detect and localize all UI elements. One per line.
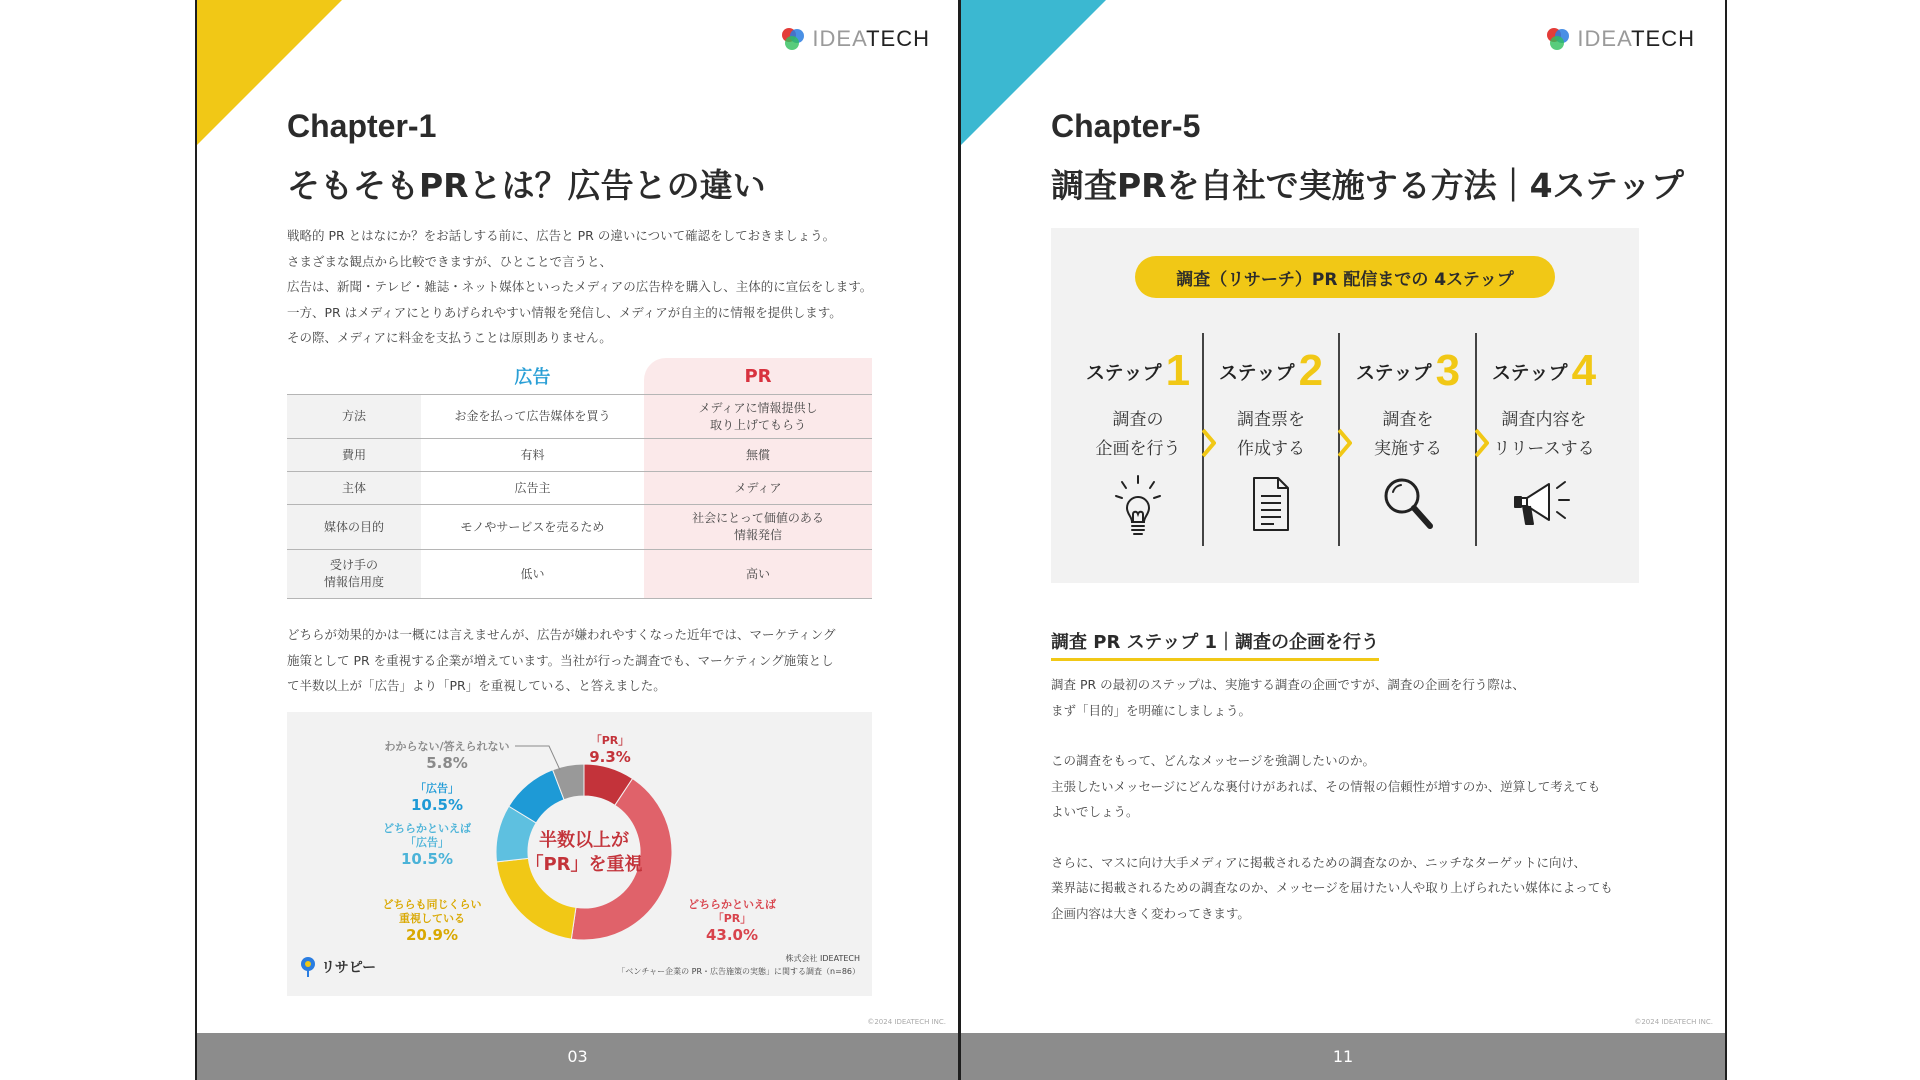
slice-value-label: 20.9% xyxy=(405,926,459,944)
para-line: 企画内容は大きく変わってきます。 xyxy=(1051,905,1250,921)
ad-cell: 低い xyxy=(520,566,545,581)
para-line: 調査 PR の最初のステップは、実施する調査の企画ですが、調査の企画を行う際は、 xyxy=(1051,677,1525,692)
chart-center-text: 「PR」を重視 xyxy=(525,854,643,875)
chart-center-text: 半数以上が xyxy=(539,830,629,851)
ad-cell: 有料 xyxy=(520,447,545,462)
step-desc xyxy=(1073,406,1203,464)
copyright: ©2024 IDEATECH INC. xyxy=(1634,1018,1713,1026)
header-ad: 広告 xyxy=(514,367,551,388)
para-line: 業界誌に掲載されるための調査なのか、メッセージを届けたい人や取り上げられたい媒体によっても xyxy=(1051,880,1613,895)
chapter-label: Chapter-1 xyxy=(287,108,437,144)
step-desc-line: 調査の xyxy=(1112,410,1164,430)
source-line: 「ベンチャー企業の PR・広告施策の実態」に関する調査（n=86） xyxy=(617,967,860,976)
step-desc-line: リリースする xyxy=(1493,439,1595,459)
logo-text-light: IDEA xyxy=(812,26,867,51)
table-row xyxy=(287,549,872,599)
slice-label: 「広告」 xyxy=(415,782,459,795)
table-row xyxy=(287,504,872,549)
row-label: 方法 xyxy=(287,395,421,438)
chapter-label: Chapter-5 xyxy=(1051,108,1201,144)
ad-cell: 広告主 xyxy=(514,480,551,495)
intro-text xyxy=(287,223,887,351)
slice-label: どちらも同じくらい重視している xyxy=(382,898,482,925)
pr-cell: 高い xyxy=(644,550,872,598)
survey-chart xyxy=(287,712,872,996)
step-desc-line: 調査を xyxy=(1382,410,1434,430)
slice-value-label: 9.3% xyxy=(589,748,631,766)
chart-source xyxy=(617,952,860,978)
page-left xyxy=(195,0,960,1080)
pr-cell: メディアに情報提供し 取り上げてもらう xyxy=(644,395,872,438)
slice-value-label: 10.5% xyxy=(400,850,454,868)
row-label: 費用 xyxy=(287,439,421,471)
slice-value-label: 10.5% xyxy=(410,796,464,814)
section-heading: 調査 PR ステップ 1｜調査の企画を行う xyxy=(1051,628,1379,661)
para-line: まず「目的」を明確にしましょう。 xyxy=(1051,702,1252,718)
intro-line: 戦略的 PR とはなにか？をお話しする前に、広告と PR の違いについて確認をしておきましょう。 xyxy=(287,228,836,243)
leader-line xyxy=(515,746,560,770)
row-label: 主体 xyxy=(287,472,421,504)
step-desc-line: 調査内容を xyxy=(1501,410,1587,430)
page-title: 調査PRを自社で実施する方法｜4ステップ xyxy=(1051,166,1684,205)
step-3 xyxy=(1343,346,1473,532)
step-desc xyxy=(1479,406,1609,464)
slice-label: どちらかといえば「PR」 xyxy=(688,898,776,925)
body-paragraph xyxy=(287,622,877,699)
page-right xyxy=(960,0,1727,1080)
step1-body xyxy=(1051,672,1651,926)
header-pr: PR xyxy=(644,358,872,394)
para-line: この調査をもって、どんなメッセージを強調したいのか。 xyxy=(1051,753,1376,768)
pr-cell: 社会にとって価値のある 情報発信 xyxy=(644,505,872,549)
para-line: さらに、マスに向け大手メディアに掲載されるための調査なのか、ニッチなターゲットに向け、 xyxy=(1051,854,1587,870)
para-line: 施策として PR を重視する企業が増えています。当社が行った調査でも、マーケティング施策とし xyxy=(287,652,834,668)
page-title: そもそもPRとは？広告との違い xyxy=(287,166,766,205)
intro-line: さまざまな観点から比較できますが、ひとことで言うと、 xyxy=(287,253,613,269)
step-1 xyxy=(1073,346,1203,540)
copyright: ©2024 IDEATECH INC. xyxy=(867,1018,946,1026)
step-number: 1 xyxy=(1165,346,1191,395)
table-row xyxy=(287,438,872,471)
comparison-table xyxy=(287,358,872,599)
page-number: 11 xyxy=(1332,1047,1354,1066)
slice-label: 「PR」 xyxy=(590,734,630,747)
steps-panel xyxy=(1051,228,1639,583)
intro-line: 広告は、新聞・テレビ・雑誌・ネット媒体といったメディアの広告枠を購入し、主体的に宣伝をします。 xyxy=(287,279,873,294)
slice-value-label: 5.8% xyxy=(426,754,468,772)
logo-text-dark: TECH xyxy=(866,26,930,51)
risapi-brand xyxy=(299,956,376,978)
pr-cell: メディア xyxy=(644,472,872,504)
document-icon xyxy=(1246,474,1296,534)
para-line: 主張したいメッセージにどんな裏付けがあれば、その情報の信頼性が増すのか、逆算して考えても xyxy=(1051,778,1601,794)
step-number: 2 xyxy=(1298,346,1324,395)
para-line: て半数以上が「広告」より「PR」を重視している、と答えました。 xyxy=(287,678,666,693)
step-desc-line: 実施する xyxy=(1374,439,1442,459)
step-desc-line: 調査票を xyxy=(1237,410,1305,430)
brand-name: リサピー xyxy=(321,960,377,976)
para-line: よいでしょう。 xyxy=(1051,804,1139,819)
logo-text-light: IDEA xyxy=(1577,26,1632,51)
ad-cell: モノやサービスを売るため xyxy=(460,519,605,534)
page-footer xyxy=(961,1033,1725,1080)
slice-label: どちらかといえば「広告」 xyxy=(383,822,471,849)
page-footer xyxy=(197,1033,958,1080)
source-line: 株式会社 IDEATECH xyxy=(785,954,860,963)
para-line: どちらが効果的かは一概には言えませんが、広告が嫌われやすくなった近年では、マーケティング xyxy=(287,627,836,642)
magnifier-icon xyxy=(1380,474,1436,532)
ad-cell: お金を払って広告媒体を買う xyxy=(454,409,611,423)
step-label: ステップ xyxy=(1085,362,1162,384)
pr-cell: 無償 xyxy=(644,439,872,471)
step-desc-line: 企画を行う xyxy=(1095,439,1181,459)
lightbulb-icon xyxy=(1113,474,1163,540)
step-4 xyxy=(1479,346,1609,534)
step-desc xyxy=(1206,406,1336,464)
steps-pill: 調査（リサーチ）PR 配信までの 4ステップ xyxy=(1135,256,1555,298)
row-label: 受け手の 情報信用度 xyxy=(287,550,421,598)
logo-mark-icon xyxy=(780,26,806,52)
table-row xyxy=(287,471,872,504)
slice-label: わからない/答えられない xyxy=(384,740,510,753)
table-row xyxy=(287,394,872,438)
logo-mark-icon xyxy=(1545,26,1571,52)
intro-line: その際、メディアに料金を支払うことは原則ありません。 xyxy=(287,330,612,345)
step-2 xyxy=(1206,346,1336,534)
table-header xyxy=(287,358,872,394)
logo-text-dark: TECH xyxy=(1631,26,1695,51)
step-desc xyxy=(1343,406,1473,464)
step-label: ステップ xyxy=(1491,362,1568,384)
page-number: 03 xyxy=(567,1047,588,1066)
ideatech-logo xyxy=(1545,26,1695,52)
intro-line: 一方、PR はメディアにとりあげられやすい情報を発信し、メディアが自主的に情報を提供します。 xyxy=(287,304,842,320)
slice-value-label: 43.0% xyxy=(705,926,759,944)
ideatech-logo xyxy=(780,26,930,52)
risapi-logo-icon xyxy=(299,956,317,978)
step-label: ステップ xyxy=(1218,362,1295,384)
row-label: 媒体の目的 xyxy=(287,505,421,549)
step-label: ステップ xyxy=(1355,362,1432,384)
step-number: 4 xyxy=(1571,346,1597,395)
step-desc-line: 作成する xyxy=(1237,439,1305,459)
megaphone-icon xyxy=(1511,474,1577,534)
step-number: 3 xyxy=(1435,346,1461,395)
